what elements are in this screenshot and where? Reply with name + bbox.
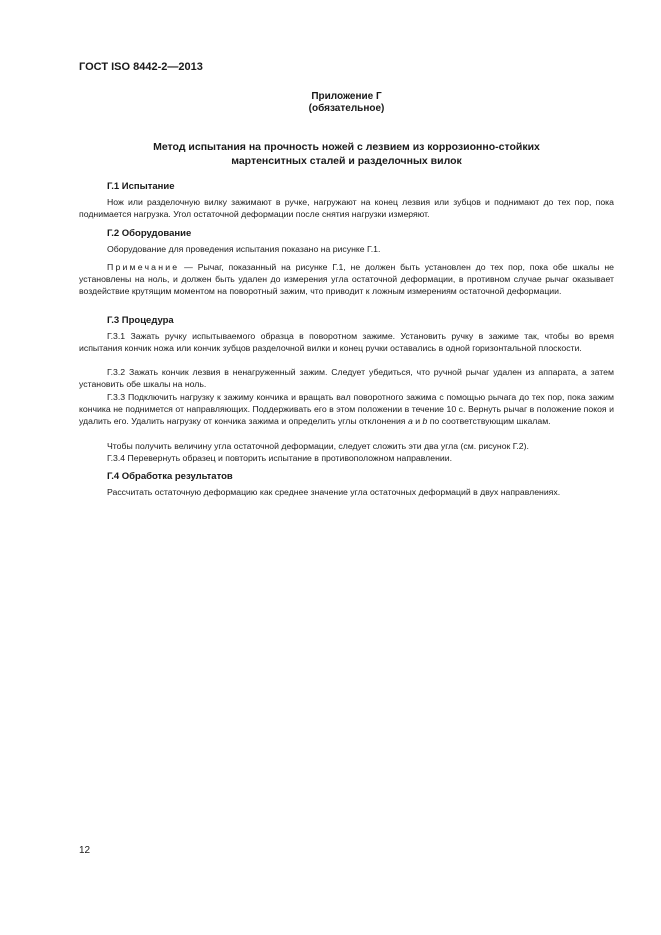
paragraph-g1 <box>79 196 614 220</box>
paragraph-g3-3-text-a: Г.3.3 Подключить нагрузку к зажиму кончика и вращать вал поворотного зажима с помощью рычага до тех пор, пока зажим кончика не поднимется от направляющих. Поддерживать его в этом положении в течение 10 с. Вернуть рычаг в положение покоя и удалить его. Удалить нагрузку от кончика зажима и определить углы отклонения <box>79 392 614 427</box>
paragraph-g3-5-text: Г.3.4 Перевернуть образец и повторить испытание в противоположном направлении. <box>107 453 452 463</box>
section-heading-g2: Г.2 Оборудование <box>107 228 192 239</box>
paragraph-g2 <box>79 243 614 255</box>
paragraph-g3-3 <box>79 391 614 428</box>
paragraph-g3-4-text: Чтобы получить величину угла остаточной деформации, следует сложить эти два угла (см. рисунок Г.2). <box>107 441 529 451</box>
main-title-line-2: мартенситных сталей и разделочных вилок <box>231 154 462 167</box>
variable-b: b <box>422 416 428 427</box>
note-g2 <box>79 261 614 298</box>
main-title-line-1: Метод испытания на прочность ножей с лезвием из коррозионно-стойких <box>153 141 540 153</box>
main-title <box>79 141 614 168</box>
paragraph-g3-4 <box>79 440 614 452</box>
paragraph-g3-3-text-b: по соответствующим шкалам. <box>427 416 551 427</box>
section-heading-g3: Г.3 Процедура <box>107 315 174 326</box>
section-heading-g4: Г.4 Обработка результатов <box>107 471 233 482</box>
paragraph-g3-2-text: Г.3.2 Зажать кончик лезвия в ненагруженный зажим. Следует убедиться, что ручной рычаг удален из аппарата, а затем установить обе шкалы на ноль. <box>79 367 614 390</box>
paragraph-g2-text: Оборудование для проведения испытания показано на рисунке Г.1. <box>107 244 381 254</box>
paragraph-g3-3-and: и <box>412 416 423 427</box>
paragraph-g3-5 <box>79 452 614 464</box>
section-heading-g1: Г.1 Испытание <box>107 181 175 192</box>
paragraph-g4 <box>79 486 614 498</box>
paragraph-g3-1 <box>79 330 614 354</box>
paragraph-g1-text: Нож или разделочную вилку зажимают в ручке, нагружают на конец лезвия или зубцов и поднимают до тех пор, пока поднимается нагрузка. Угол остаточной деформации после снятия нагрузки измеряют. <box>79 197 614 220</box>
note-label: Примечание <box>107 262 180 272</box>
note-text: — Рычаг, показанный на рисунке Г.1, не должен быть установлен до тех пор, пока обе шкалы не установлены на ноль, и должен быть удален до измерения угла остаточной деформации, в противном случае рычаг оказывает воздействие крутящим моментом на поворотный зажим, что приводит к ложным измерениям остаточной деформации. <box>79 262 614 297</box>
document-code: ГОСТ ISO 8442-2—2013 <box>79 61 203 73</box>
paragraph-g3-2 <box>79 366 614 390</box>
page-number: 12 <box>79 845 91 856</box>
paragraph-g4-text: Рассчитать остаточную деформацию как среднее значение угла остаточных деформаций в двух направлениях. <box>107 487 561 497</box>
appendix-title: Приложение Г <box>311 91 382 102</box>
variable-a: a <box>407 416 413 427</box>
appendix-status: (обязательное) <box>308 103 385 114</box>
paragraph-g3-1-text: Г.3.1 Зажать ручку испытываемого образца в поворотном зажиме. Установить ручку в зажиме так, чтобы во время испытания кончик ножа или кончик зубцов разделочной вилки и конец ручки оставались в одной горизонтальной плоскости. <box>79 331 614 354</box>
